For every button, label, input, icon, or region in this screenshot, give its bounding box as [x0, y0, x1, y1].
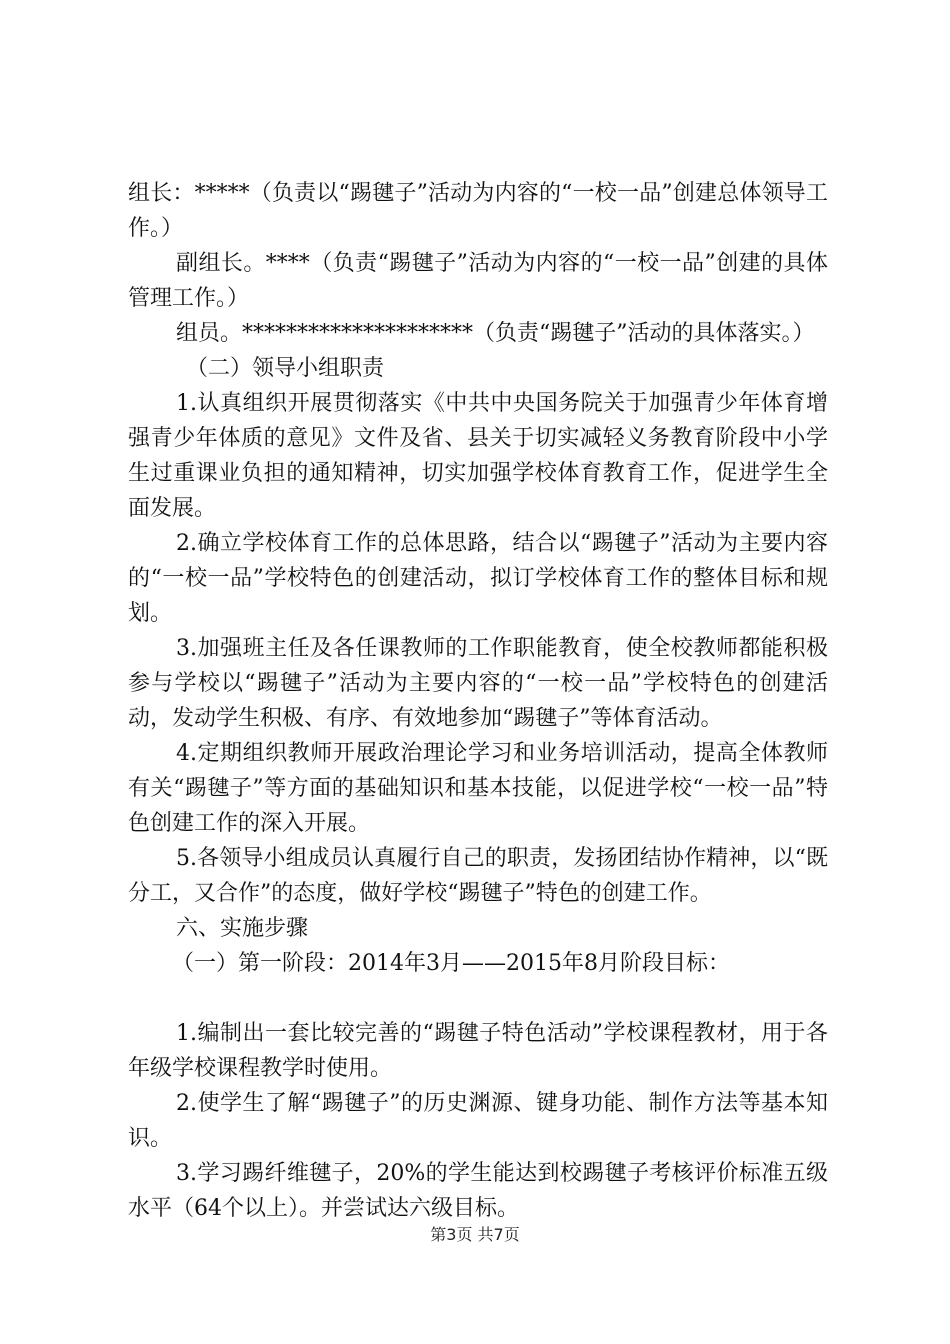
- section-heading-duties: （二）领导小组职责: [186, 356, 385, 381]
- document-body: [128, 176, 828, 1226]
- page-number: 第3页 共7页: [430, 1225, 520, 1244]
- paragraph-goal-2: 2.使学生了解“踢毽子”的历史渊源、键身功能、制作方法等基本知识。: [128, 1091, 828, 1151]
- paragraph-duty-5: 5.各领导小组成员认真履行自己的职责，发扬团结协作精神，以“既分工，又合作”的态度，做好学校“踢毽子”特色的创建工作。: [128, 846, 828, 906]
- paragraph-group-leader: 组长：*****（负责以“踢毽子”活动为内容的“一校一品”创建总体领导工作。）: [128, 181, 828, 241]
- paragraph-duty-2: 2.确立学校体育工作的总体思路，结合以“踢毽子”活动为主要内容的“一校一品”学校特色的创建活动，拟订学校体育工作的整体目标和规划。: [128, 531, 828, 626]
- paragraph-duty-3: 3.加强班主任及各任课教师的工作职能教育，使全校教师都能积极参与学校以“踢毽子”活动为主要内容的“一校一品”学校特色的创建活动，发动学生积极、有序、有效地参加“踢毽子”等体育活动。: [128, 636, 828, 731]
- paragraph-duty-4: 4.定期组织教师开展政治理论学习和业务培训活动，提高全体教师有关“踢毽子”等方面的基础知识和基本技能，以促进学校“一校一品”特色创建工作的深入开展。: [128, 741, 828, 836]
- paragraph-goal-3: 3.学习踢纤维毽子，20%的学生能达到校踢毽子考核评价标准五级水平（64个以上）。并尝试达六级目标。: [128, 1161, 828, 1221]
- paragraph-goal-1: 1.编制出一套比较完善的“踢毽子特色活动”学校课程教材，用于各年级学校课程教学时使用。: [128, 1021, 828, 1081]
- paragraph-deputy-leader: 副组长。****（负责“踢毽子”活动为内容的“一校一品”创建的具体管理工作。）: [128, 251, 828, 311]
- stage-heading-phase-1: （一）第一阶段：2014年3月——2015年8月阶段目标：: [172, 951, 730, 976]
- paragraph-duty-1: 1.认真组织开展贯彻落实《中共中央国务院关于加强青少年体育增强青少年体质的意见》文件及省、县关于切实减轻义务教育阶段中小学生过重课业负担的通知精神，切实加强学校体育教育工作，促进学生全面发展。: [128, 391, 828, 521]
- paragraph-members: 组员。*********************（负责“踢毽子”活动的具体落实。）: [176, 321, 815, 346]
- section-heading-steps: 六、实施步骤: [176, 916, 309, 941]
